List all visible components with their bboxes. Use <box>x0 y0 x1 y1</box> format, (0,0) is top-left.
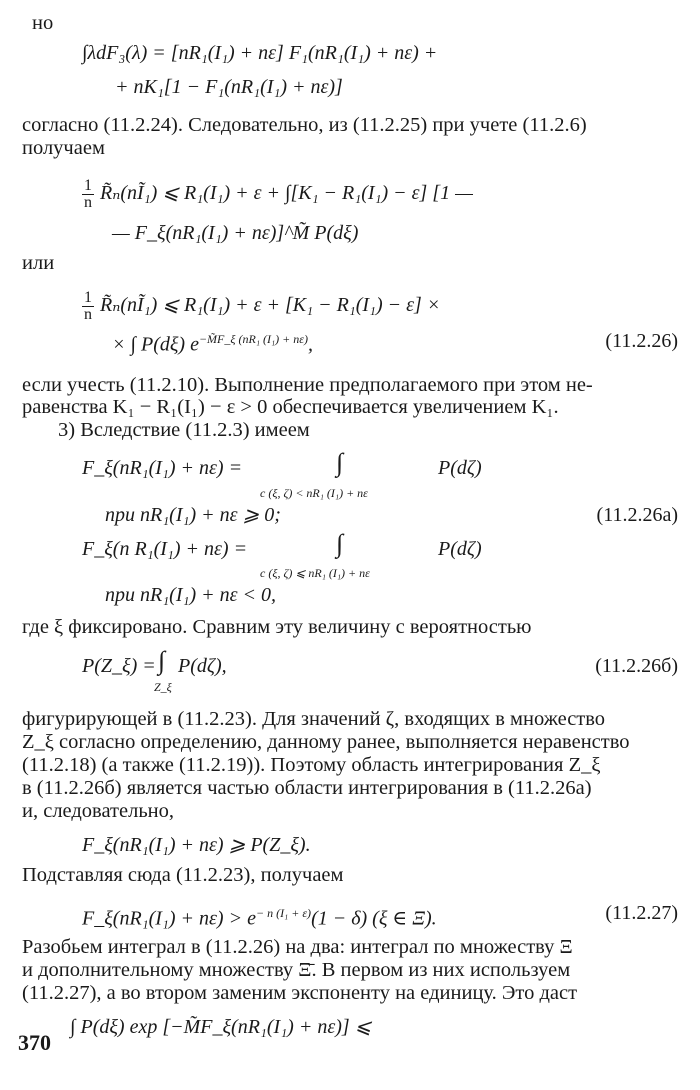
equation-line: + nK₁[1 − F₁(nR₁(I₁) + nε)] <box>115 76 343 98</box>
fraction: $\frac{1}{n}$ <box>84 289 92 323</box>
equation-line: F_ξ(n R₁(I₁) + nε) = <box>82 538 248 560</box>
text-line: Подставляя сюда (11.2.23), получаем <box>22 864 344 886</box>
equation-line: P(Z_ξ) = <box>82 655 156 677</box>
text-line: где ξ фиксировано. Сравним эту величину с вероятностью <box>22 616 532 638</box>
equation-line: F_ξ(nR₁(I₁) + $n\varepsilon) > e^{- n (I_1 + \varepsilon)}(1 - \delta)$ (ξ ∈ Ξ). <box>82 906 437 930</box>
equation-number: (11.2.26) <box>605 330 678 352</box>
text-line: (11.2.27), а во втором заменим экспоненту на единицу. Это даст <box>22 982 578 1004</box>
equation-line: $\frac{1}{n}$ R̃ₙ(nĨ₁) ⩽ R₁(I₁) + ε + ∫[K₁ − R₁(I₁) − ε] [1 — <box>84 177 473 211</box>
text-line: согласно (11.2.24). Следовательно, из (11.2.25) при учете (11.2.6) <box>22 114 587 136</box>
integral-limit: c (ξ, ζ) < nR₁ (I₁) + nε <box>260 486 368 500</box>
integral-limit: Z_ξ <box>154 680 172 694</box>
fraction: $\frac{1}{n}$ <box>84 177 92 211</box>
text-line: равенства K₁ − R₁(I₁) − ε > 0 обеспечивается увеличением K₁. <box>22 396 559 418</box>
equation-line: P(dζ) <box>438 538 482 560</box>
integral-sign: ∫ <box>158 646 166 675</box>
integral-sign: ∫ <box>336 448 344 477</box>
text-line: и, следовательно, <box>22 800 175 822</box>
text-line: и дополнительному множеству Ξ̄. В первом из них используем <box>22 959 571 981</box>
equation-line: при nR₁(I₁) + nε < 0, <box>105 584 276 606</box>
integral-sign: ∫ <box>336 529 344 558</box>
equation-line: × ∫ P(dξ) $e^{-M̃F\_\xi (nR_1 (I_1) + n\varepsilon)}$, <box>112 332 313 356</box>
equation-line: F_ξ(nR₁(I₁) + nε) = <box>82 457 243 479</box>
text-line: (11.2.18) (а также (11.2.19)). Поэтому область интегрирования Z_ξ <box>22 754 601 776</box>
equation-line: $\frac{1}{n}$ R̃ₙ(nĨ₁) ⩽ R₁(I₁) + ε + [K₁ − R₁(I₁) − ε] × <box>84 289 441 323</box>
equation-line: при nR₁(I₁) + nε ⩾ 0; <box>105 504 281 526</box>
equation-line: F_ξ(nR₁(I₁) + nε) ⩾ P(Z_ξ). <box>82 834 311 856</box>
text-line: фигурирующей в (11.2.23). Для значений ζ, входящих в множество <box>22 708 606 730</box>
text-line: получаем <box>22 137 105 159</box>
equation-line: P(dζ) <box>438 457 482 479</box>
equation-number: (11.2.26б) <box>595 655 678 677</box>
text-line: если учесть (11.2.10). Выполнение предполагаемого при этом не- <box>22 374 593 396</box>
text-line: или <box>22 252 55 274</box>
text-line: но <box>32 12 54 34</box>
text-line: Z_ξ согласно определению, данному ранее, выполняется неравенство <box>22 731 630 753</box>
equation-number: (11.2.26а) <box>596 504 678 526</box>
text-line: 3) Вследствие (11.2.3) имеем <box>58 419 310 441</box>
equation-line: ∫ P(dξ) exp [−M̃F_ξ(nR₁(I₁) + nε)] ⩽ <box>70 1016 372 1038</box>
equation-line: ∫λdF₃(λ) = [nR₁(I₁) + nε] F₁(nR₁(I₁) + nε) + <box>82 42 438 64</box>
equation-number: (11.2.27) <box>605 902 678 924</box>
text-line: в (11.2.26б) является частью области интегрирования в (11.2.26а) <box>22 777 592 799</box>
text-line: Разобьем интеграл в (11.2.26) на два: интеграл по множеству Ξ <box>22 936 573 958</box>
equation-line: P(dζ), <box>178 655 227 677</box>
equation-line: — F_ξ(nR₁(I₁) + nε)]^M̃ P(dξ) <box>112 222 359 244</box>
page-number: 370 <box>18 1030 51 1055</box>
integral-limit: c (ξ, ζ) ⩽ nR₁ (I₁) + nε <box>260 566 370 580</box>
